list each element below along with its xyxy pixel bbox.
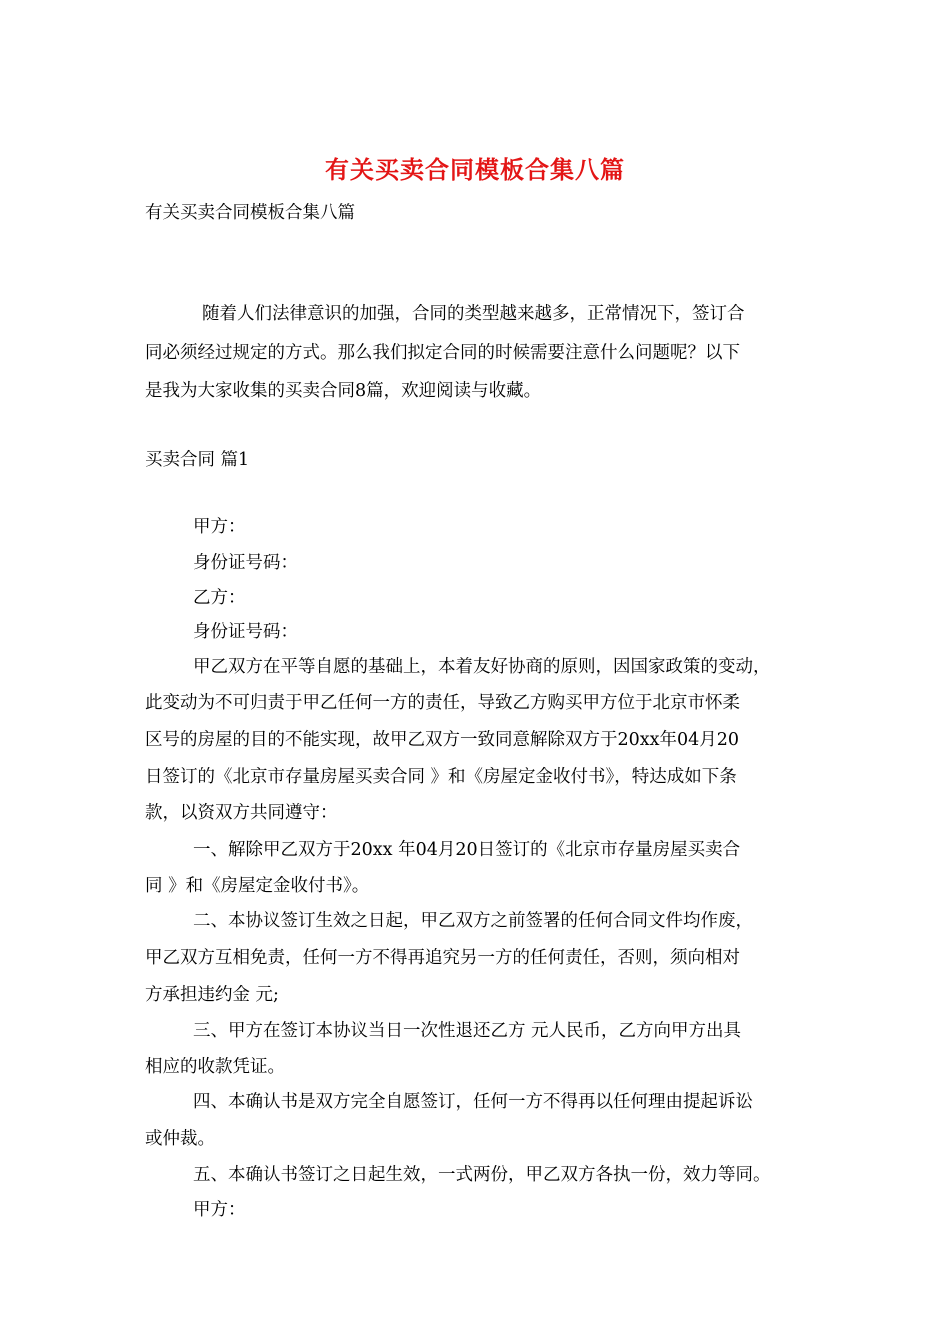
clause-4-line: 四、本确认书是双方完全自愿签订，任何一方不得再以任何理由提起诉讼	[193, 1092, 753, 1112]
body-line: 日签订的《北京市存量房屋买卖合同 》和《房屋定金收付书》，特达成如下条	[145, 767, 737, 787]
clause-1-line: 一、解除甲乙双方于20xx 年04月20日签订的《北京市存量房屋买卖合	[193, 840, 741, 860]
body-line: 此变动为不可归责于甲乙任何一方的责任，导致乙方购买甲方位于北京市怀柔	[145, 693, 740, 713]
body-line: 甲乙双方在平等自愿的基础上，本着友好协商的原则，因国家政策的变动，	[193, 657, 771, 677]
intro-line: 是我为大家收集的买卖合同8篇，欢迎阅读与收藏。	[145, 381, 542, 401]
field-id-number-b: 身份证号码：	[193, 622, 298, 642]
document-title: 有关买卖合同模板合集八篇	[325, 155, 625, 184]
intro-line: 同必须经过规定的方式。那么我们拟定合同的时候需要注意什么问题呢？以下	[145, 343, 740, 363]
clause-3-line: 相应的收款凭证。	[145, 1057, 285, 1077]
field-party-b: 乙方：	[193, 588, 246, 608]
clause-2-line: 方承担违约金 元;	[145, 985, 279, 1005]
field-party-a: 甲方：	[193, 517, 246, 537]
field-id-number-a: 身份证号码：	[193, 553, 298, 573]
document-subtitle: 有关买卖合同模板合集八篇	[145, 203, 355, 223]
signature-party-a: 甲方：	[193, 1200, 246, 1220]
intro-line: 随着人们法律意识的加强，合同的类型越来越多，正常情况下，签订合	[202, 304, 745, 324]
clause-1-line: 同 》和《房屋定金收付书》。	[145, 876, 370, 896]
clause-5-line: 五、本确认书签订之日起生效，一式两份，甲乙双方各执一份，效力等同。	[193, 1165, 771, 1185]
body-line: 区号的房屋的目的不能实现，故甲乙双方一致同意解除双方于20xx年04月20	[145, 730, 740, 750]
clause-2-line: 二、本协议签订生效之日起，甲乙双方之前签署的任何合同文件均作废，	[193, 911, 753, 931]
body-line: 款，以资双方共同遵守：	[145, 803, 338, 823]
clause-3-line: 三、甲方在签订本协议当日一次性退还乙方 元人民币，乙方向甲方出具	[193, 1021, 742, 1041]
clause-2-line: 甲乙双方互相免责，任何一方不得再追究另一方的任何责任，否则，须向相对	[145, 948, 740, 968]
clause-4-line: 或仲裁。	[145, 1129, 215, 1149]
section-heading: 买卖合同 篇1	[145, 450, 250, 470]
